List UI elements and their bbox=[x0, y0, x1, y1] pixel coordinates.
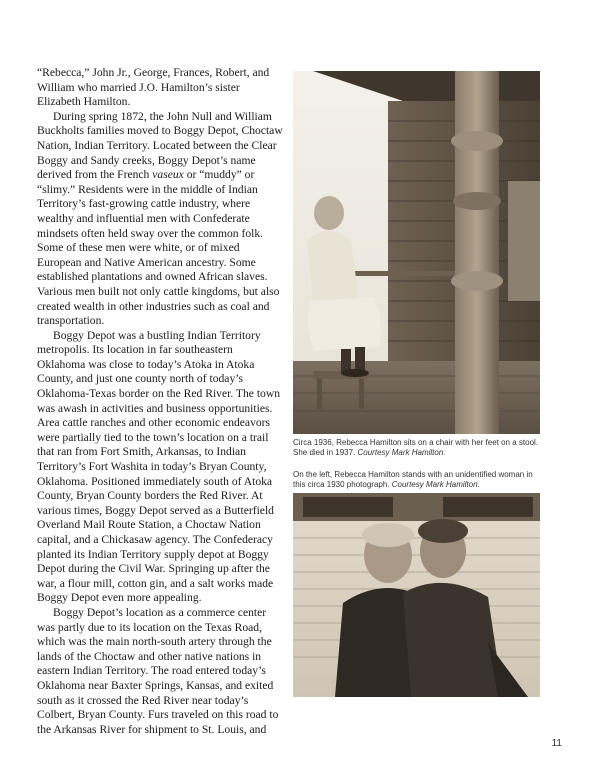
caption-two-women-credit: Courtesy Mark Hamilton. bbox=[391, 480, 480, 489]
caption-porch-text: Circa 1936, Rebecca Hamilton sits on a chair with her feet on a stool. She died in 1937. bbox=[293, 438, 539, 457]
paragraph-text: “Rebecca,” John Jr., George, Frances, Robert, and William who married J.O. Hamilton’s sister Elizabeth Hamilton. bbox=[37, 66, 270, 109]
article-paragraph bbox=[37, 329, 283, 606]
caption-two-women-photo bbox=[293, 470, 543, 490]
article-paragraph bbox=[37, 606, 283, 737]
paragraph-text: or “muddy” or “slimy.” Residents were in the middle of Indian Territory’s fast-growing cattle industry, where wealthy and influential men with Confederate mindsets often held sway over the common folk. Some of these men were white, or of mixed European and Native American ancestry. Some established plantations and owned African slaves. Various men built not only cattle kingdoms, but also created wealth in other industries such as coal and transportation. bbox=[37, 168, 280, 328]
two-women-photo-image bbox=[293, 493, 540, 697]
article-paragraph bbox=[37, 110, 283, 329]
porch-photo-image bbox=[293, 71, 540, 434]
caption-porch-credit: Courtesy Mark Hamilton. bbox=[357, 448, 446, 457]
two-women-photo bbox=[293, 493, 540, 697]
paragraph-text: Boggy Depot was a bustling Indian Territory metropolis. Its location in far southeastern Oklahoma was close to today’s Atoka in Atoka County, and just one county north of today’s Oklahoma-Texas border on the Red River. The town was awash in activities and business opportunities. Area cattle ranches and other economic endeavors were partially tied to the town’s location on a trail that ran from Fort Smith, Arkansas, to Indian Territory’s Fort Washita in today’s Bryan County, Oklahoma. Positioned immediately south of Atoka County, Bryan County borders the Red River. At various times, Boggy Depot served as a Butterfield Overland Mail Route Station, a Choctaw Nation capital, and a Chickasaw agency. The Confederacy planted its Indian Territory supply depot at Boggy Depot during the Civil War. Springing up after the war, a flour mill, cotton gin, and a salt works made Boggy Depot even more appealing. bbox=[37, 328, 281, 605]
italic-word: vaseux bbox=[152, 168, 184, 182]
page-number: 11 bbox=[551, 738, 562, 749]
paragraph-text: Boggy Depot’s location as a commerce center was partly due to its location on the Texas Road, which was the main north-south artery through the lands of the Choctaw and other native nations in eastern Indian Territory. The road entered today’s Oklahoma near Baxter Springs, Kansas, and exited south as it crossed the Red River near today’s Colbert, Bryan County. Furs traveled on this road to the Arkansas River for shipment to St. Louis, and bbox=[37, 605, 279, 736]
paragraph-text: During spring 1872, the John Null and William Buckholts families moved to Boggy Depot, Choctaw Nation, Indian Territory. Located between the Clear Boggy and Sandy creeks, Boggy Depot’s name derived from the French bbox=[37, 109, 283, 182]
caption-porch-photo bbox=[293, 438, 543, 458]
article-paragraph bbox=[37, 66, 283, 110]
porch-photo bbox=[293, 71, 540, 434]
article-body bbox=[37, 66, 283, 737]
caption-two-women-text: On the left, Rebecca Hamilton stands with an unidentified woman in this circa 1930 photograph. bbox=[293, 470, 533, 489]
